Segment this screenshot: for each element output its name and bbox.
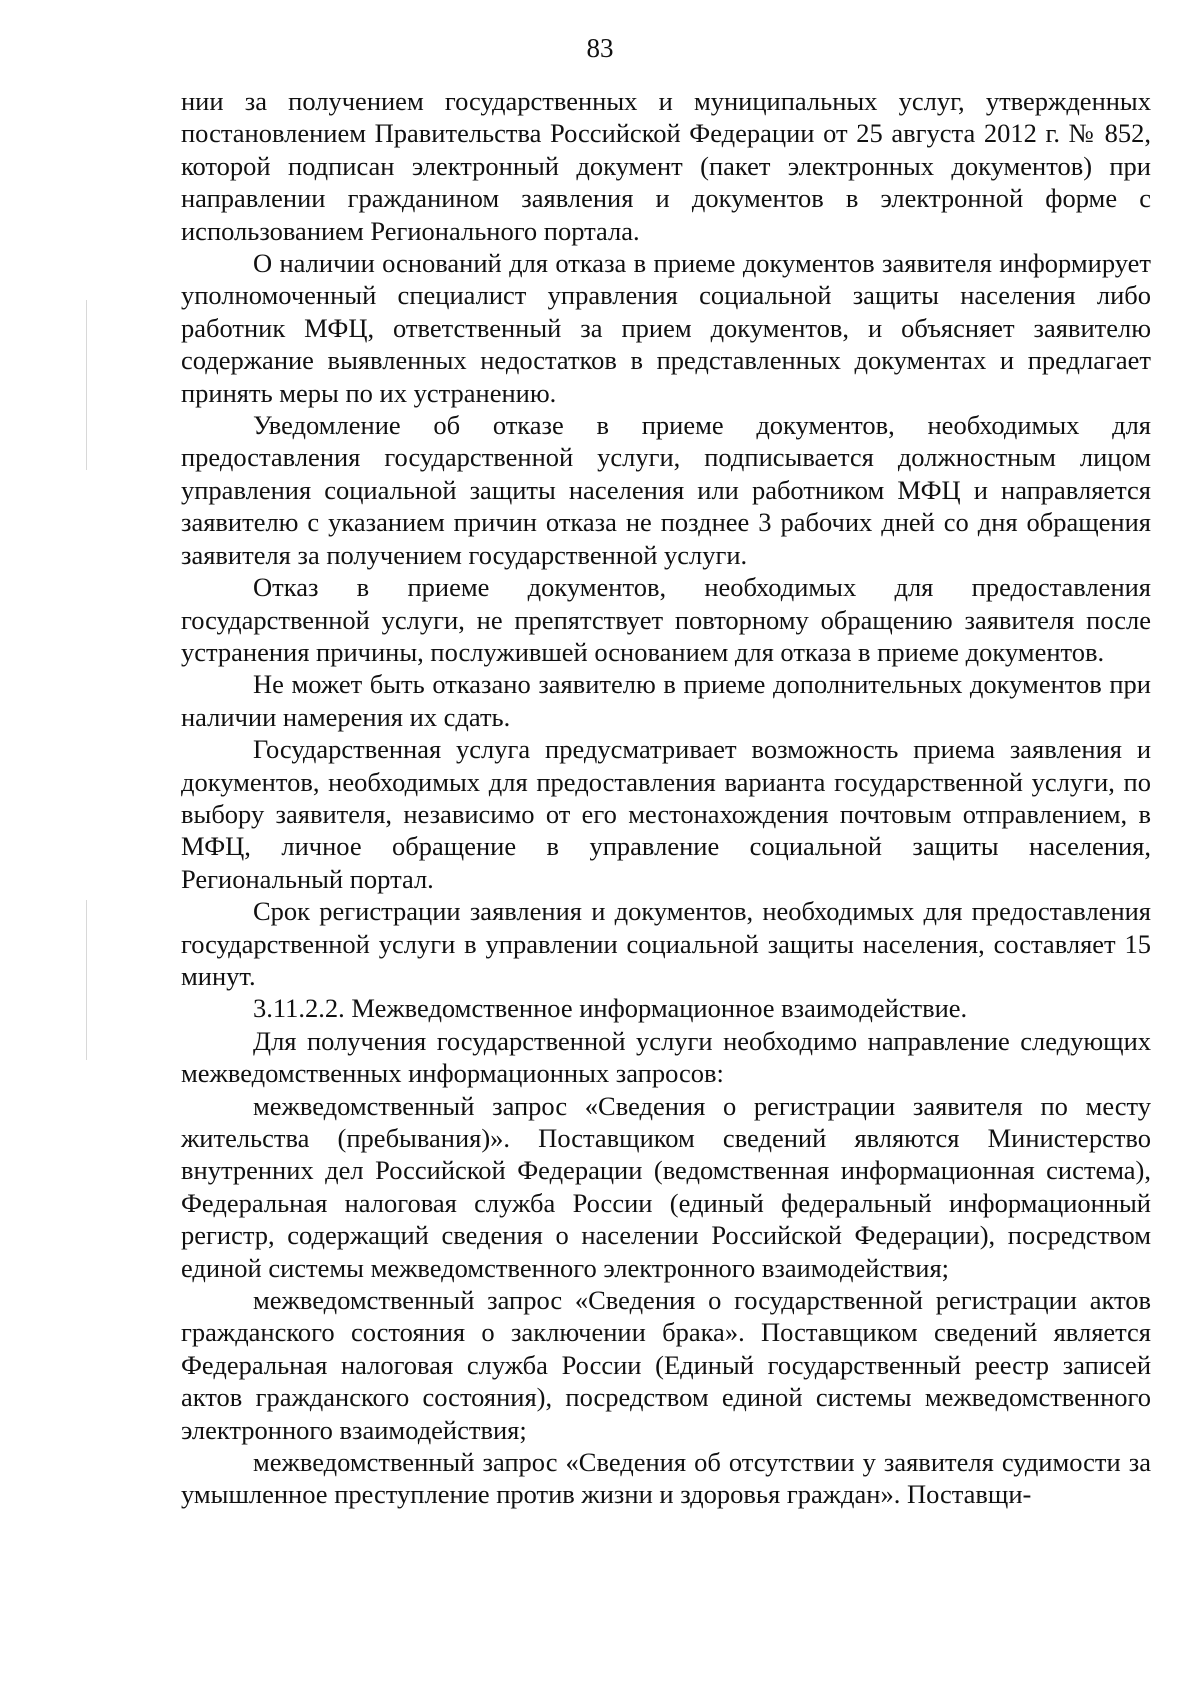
scan-artifact-line	[86, 900, 87, 1060]
scan-artifact-line	[86, 300, 87, 470]
paragraph: Уведомление об отказе в приеме документов, необходимых для предоставления государственной услуги, подписывается должностным лицом управления социальной защиты населения или работником МФЦ и направляется заявителю с указанием причин отказа не позднее 3 рабочих дней со дня обращения заявителя за получением государственной услуги.	[181, 410, 1151, 570]
document-body	[181, 85, 1151, 1511]
paragraph: Для получения государственной услуги необходимо направление следующих межведомственных информационных запросов:	[181, 1025, 1151, 1089]
list-item: межведомственный запрос «Сведения о государственной регистрации актов гражданского состояния о заключении брака». Поставщиком сведений является Федеральная налоговая служба России (Единый государственный реестр записей актов гражданского состояния), посредством единой системы межведомственного электронного взаимодействия;	[181, 1285, 1151, 1445]
paragraph: О наличии оснований для отказа в приеме документов заявителя информирует уполномоченный специалист управления социальной защиты населения либо работник МФЦ, ответственный за прием документов, и объясняет заявителю содержание выявленных недостатков в представленных документах и предлагает принять меры по их устранению.	[181, 248, 1151, 408]
paragraph: Не может быть отказано заявителю в приеме дополнительных документов при наличии намерения их сдать.	[181, 669, 1151, 732]
paragraph: нии за получением государственных и муниципальных услуг, утвержденных постановлением Правительства Российской Федерации от 25 августа 2012 г. № 852, которой подписан электронный документ (пакет электронных документов) при направлении гражданином заявления и документов в электронной форме с использованием Регионального портала.	[181, 86, 1151, 246]
section-heading: 3.11.2.2. Межведомственное информационное взаимодействие.	[253, 993, 968, 1024]
paragraph: Срок регистрации заявления и документов, необходимых для предоставления государственной услуги в управлении социальной защиты населения, составляет 15 минут.	[181, 896, 1151, 991]
list-item: межведомственный запрос «Сведения об отсутствии у заявителя судимости за умышленное преступление против жизни и здоровья граждан». Поставщи-	[181, 1447, 1151, 1510]
paragraph: Отказ в приеме документов, необходимых для предоставления государственной услуги, не препятствует повторному обращению заявителя после устранения причины, послужившей основанием для отказа в приеме документов.	[181, 572, 1151, 667]
list-item: межведомственный запрос «Сведения о регистрации заявителя по месту жительства (пребывания)». Поставщиком сведений являются Министерство внутренних дел Российской Федерации (ведомственная информационная система), Федеральная налоговая служба России (единый федеральный информационный регистр, содержащий сведения о населении Российской Федерации), посредством единой системы межведомственного электронного взаимодействия;	[181, 1090, 1151, 1283]
paragraph: Государственная услуга предусматривает возможность приема заявления и документов, необходимых для предоставления варианта государственной услуги, по выбору заявителя, независимо от его местонахождения почтовым отправлением, в МФЦ, личное обращение в управление социальной защиты населения, Региональный портал.	[181, 734, 1151, 894]
page-number: 83	[586, 33, 614, 63]
